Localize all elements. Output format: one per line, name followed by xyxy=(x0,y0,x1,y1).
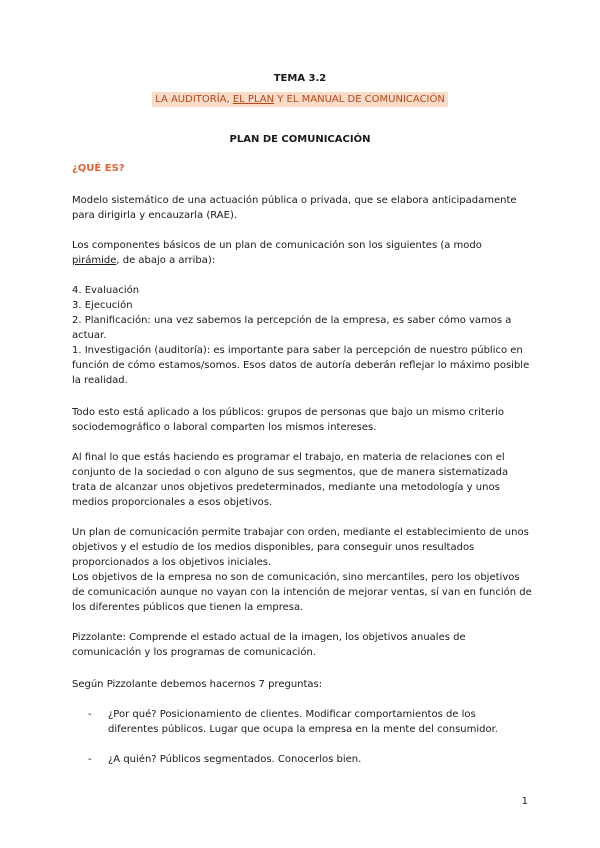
paragraph-publics xyxy=(72,405,532,435)
bullet-dash: - xyxy=(88,754,92,765)
page-number: 1 xyxy=(521,796,528,807)
subtitle-underlined: EL PLAN xyxy=(232,94,275,105)
list-item: 2. Planificación: una vez sabemos la percepción de la empresa, es saber cómo vamos a actuar. xyxy=(72,315,512,341)
subtitle-wrapper xyxy=(0,87,600,107)
topic-title: TEMA 3.2 xyxy=(273,73,327,84)
bullet-dash: - xyxy=(88,709,92,720)
paragraph-definition xyxy=(72,193,532,223)
components-before: Los componentes básicos de un plan de comunicación son los siguientes (a modo xyxy=(72,240,482,251)
paragraph-plan-order xyxy=(72,525,532,615)
list-item: 3. Ejecución xyxy=(72,300,133,311)
paragraph-pizzolante xyxy=(72,630,532,660)
final-text: Al final lo que estás haciendo es programar el trabajo, en materia de relaciones con el conjunto de la sociedad o con alguno de sus segmentos, que de manera sistematizada trata de alcanzar unos objetivos predeterminados, mediante una metodología y unos medios proporcionales a esos objetivos. xyxy=(72,452,509,508)
paragraph-components xyxy=(72,238,532,268)
component-list xyxy=(72,283,532,388)
subtitle-part-2: Y EL MANUAL DE COMUNICACIÓN xyxy=(274,94,445,105)
list-item: 4. Evaluación xyxy=(72,285,140,296)
objectives-text: Los objetivos de la empresa no son de comunicación, sino mercantiles, pero los objetivos de comunicación aunque no vayan con la intención de mejorar ventas, sí van en función de los diferentes públicos que tienen la empresa. xyxy=(72,572,532,613)
paragraph-final xyxy=(72,450,532,510)
section-title: ¿QUÉ ES? xyxy=(72,163,125,174)
definition-text: Modelo sistemático de una actuación pública o privada, que se elabora anticipadamente para dirigirla y encauzarla (RAE). xyxy=(72,195,517,221)
subtitle-part-1: LA AUDITORÍA, xyxy=(155,94,233,105)
bullet-item xyxy=(88,752,528,767)
questions-intro-text: Según Pizzolante debemos hacernos 7 preguntas: xyxy=(72,679,323,690)
paragraph-questions-intro xyxy=(72,677,532,692)
topic-subtitle xyxy=(152,92,448,107)
section-heading: PLAN DE COMUNICACIÓN xyxy=(229,134,371,145)
bullet-item xyxy=(88,707,528,752)
pizzolante-text: Pizzolante: Comprende el estado actual de la imagen, los objetivos anuales de comunicación y los programas de comunicación. xyxy=(72,632,466,658)
components-underlined: pirámide xyxy=(72,255,117,266)
publics-text: Todo esto está aplicado a los públicos: grupos de personas que bajo un mismo criterio sociodemográfico o laboral comparten los mismos intereses. xyxy=(72,407,504,433)
bullet-text: ¿Por qué? Posicionamiento de clientes. Modificar comportamientos de los diferentes públicos. Lugar que ocupa la empresa en la mente del consumidor. xyxy=(108,709,498,735)
components-after: , de abajo a arriba): xyxy=(116,255,216,266)
list-item: 1. Investigación (auditoría): es importante para saber la percepción de nuestro público en función de cómo estamos/somos. Esos datos de autoría deberán reflejar lo máximo posible la realidad. xyxy=(72,345,530,386)
plan-order-text: Un plan de comunicación permite trabajar con orden, mediante el establecimiento de unos objetivos y el estudio de los medios disponibles, para conseguir unos resultados proporcionados a los objetivos iniciales. xyxy=(72,527,529,568)
components-text xyxy=(72,238,532,268)
bullet-text: ¿A quién? Públicos segmentados. Conocerlos bien. xyxy=(108,754,362,765)
